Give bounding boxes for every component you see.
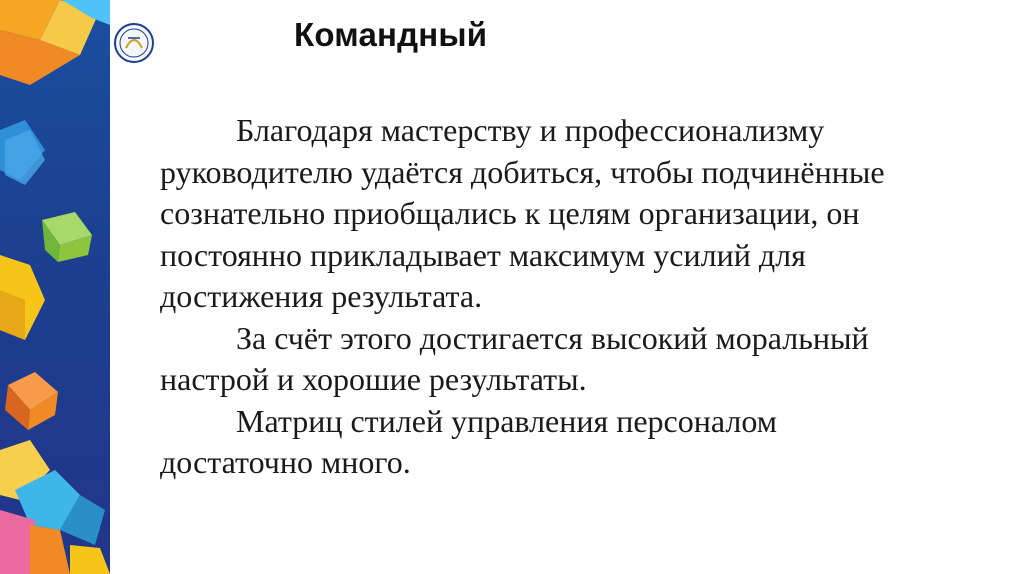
cube-shape [0,510,35,574]
paragraph: Благодаря мастерству и профессионализму руководителю удаётся добиться, чтобы подчинённые сознательно приобщались к целям организации, он постоянно прикладывает максимум усилий для достижения результата. [160,112,885,314]
cube-shape [70,545,110,574]
slide-title: Командный [294,16,488,53]
decorative-cubes [0,0,110,574]
cube-shape [30,525,70,574]
paragraph: За счёт этого достигается высокий моральный настрой и хорошие результаты. [160,319,869,397]
cube-shape [5,130,45,185]
university-logo [113,8,155,78]
paragraph: Матриц стилей управления персоналом достаточно много. [160,402,777,480]
slide-body [160,110,910,484]
decorative-side-strip [0,0,110,574]
